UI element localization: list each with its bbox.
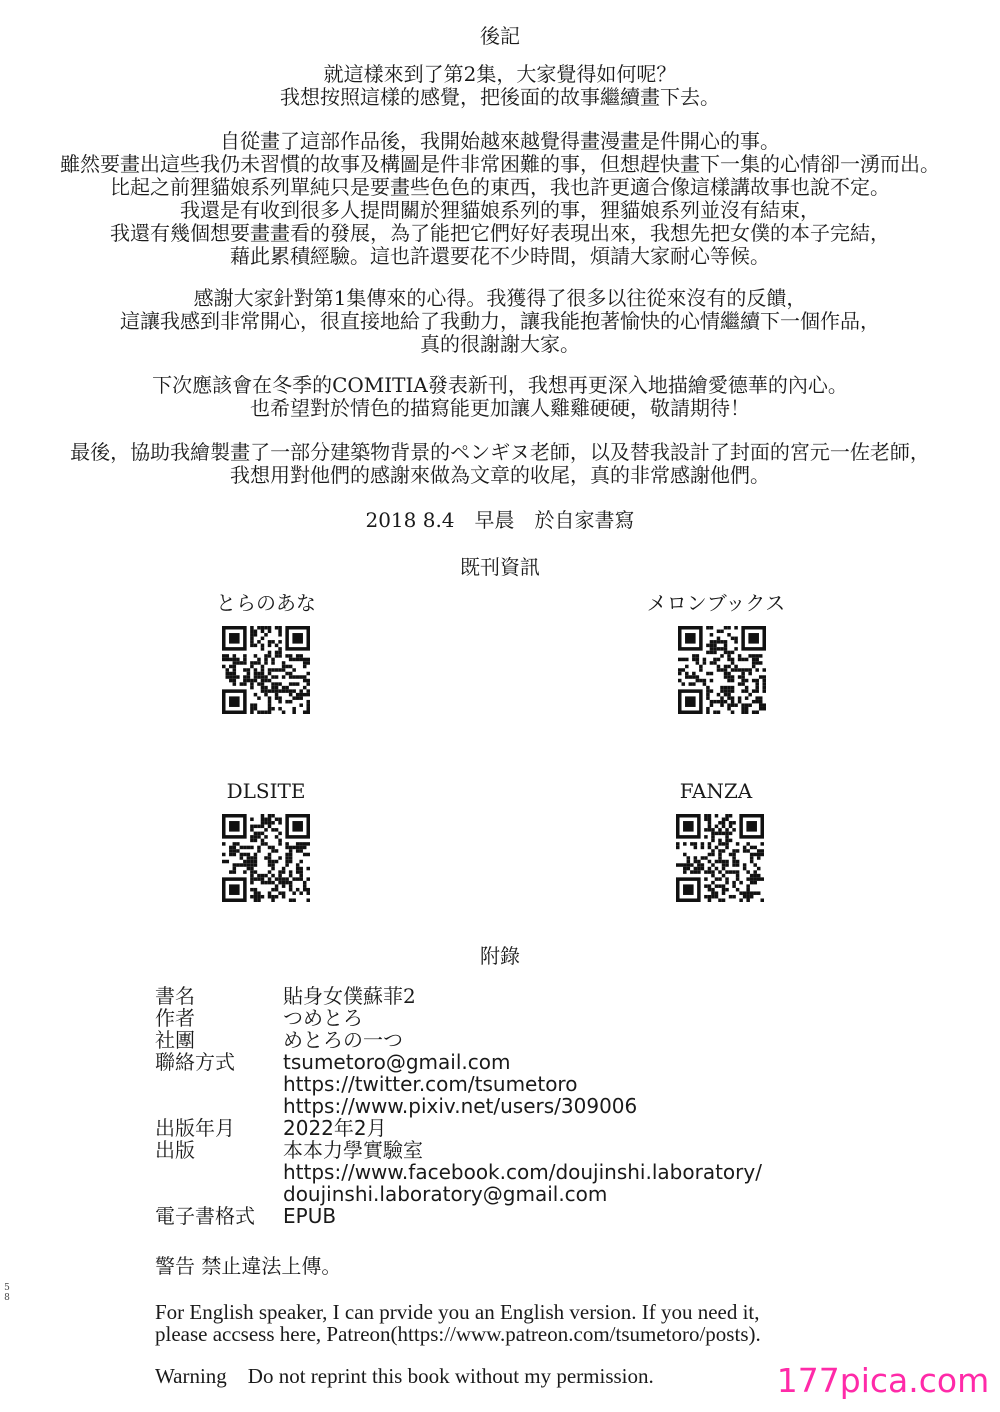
watermark: 177pica.com (766, 1350, 1000, 1412)
info-row-circle (155, 1029, 915, 1051)
english-note-line-2: please accsess here, Patreon(https://www.patreon.com/tsumetoro/posts). (155, 1322, 761, 1346)
afterword-paragraph-3 (0, 287, 1000, 356)
english-note-line-1: For English speaker, I can prvide you an English version. If you need it, (155, 1300, 760, 1324)
info-value: つめとろ (283, 1006, 363, 1030)
info-key: 書名 (155, 984, 195, 1008)
shop-label-dlsite: DLSITE (226, 779, 306, 803)
pixiv-link[interactable]: https://www.pixiv.net/users/309006 (283, 1094, 638, 1118)
shop-label-fanza: FANZA (679, 779, 753, 803)
info-value: 本本力學實驗室 (283, 1138, 423, 1162)
info-key: 出版年月 (155, 1116, 235, 1140)
shop-label-melonbooks: メロンブックス (646, 591, 786, 615)
text-line: 比起之前狸貓娘系列單純只是要畫些色色的東西，我也許更適合像這樣講故事也說不定。 (110, 175, 890, 199)
afterword-paragraph-5 (0, 441, 1000, 487)
text-line: 我還是有收到很多人提問關於狸貓娘系列的事，狸貓娘系列並沒有結束， (180, 198, 820, 222)
qr-code-fanza[interactable] (676, 814, 764, 902)
qr-code-melonbooks[interactable] (678, 626, 766, 714)
publisher-email-link[interactable]: doujinshi.laboratory@gmail.com (283, 1182, 608, 1206)
text-line: 就這樣來到了第2集，大家覺得如何呢？ (323, 62, 677, 86)
info-row-publisher-cont (155, 1161, 915, 1183)
info-value: EPUB (283, 1204, 337, 1228)
warning-english: Warning Do not reprint this book without my permission. (155, 1364, 654, 1388)
info-row-publish-date (155, 1117, 915, 1139)
appendix-title: 附錄 (480, 944, 520, 968)
text-line: 藉此累積經驗。這也許還要花不少時間，煩請大家耐心等候。 (230, 244, 770, 268)
page-number (2, 1283, 12, 1303)
qr-code-toranoana[interactable] (222, 626, 310, 714)
info-key: 電子書格式 (155, 1204, 255, 1228)
text-line: 我還有幾個想要畫畫看的發展，為了能把它們好好表現出來，我想先把女僕的本子完結， (110, 221, 890, 245)
appendix-info-table (155, 985, 915, 1227)
page-number-text: 58 (4, 1283, 10, 1303)
info-value: 貼身女僕蘇菲2 (283, 984, 416, 1008)
info-row-publisher (155, 1139, 915, 1161)
afterword-title: 後記 (480, 24, 520, 48)
text-line: 最後，協助我繪製畫了一部分建築物背景的ペンギヌ老師，以及替我設計了封面的宮元一佐老師， (70, 440, 930, 464)
shop-label-toranoana: とらのあな (216, 591, 316, 615)
text-line: 真的很謝謝大家。 (420, 332, 580, 356)
afterword-paragraph-2 (0, 130, 1000, 268)
info-row-contact-cont (155, 1073, 915, 1095)
text-line: 感謝大家針對第1集傳來的心得。我獲得了很多以往從來沒有的反饋， (193, 286, 807, 310)
info-row-contact (155, 1051, 915, 1073)
info-key: 聯絡方式 (155, 1050, 235, 1074)
text-line: 這讓我感到非常開心，很直接地給了我動力，讓我能抱著愉快的心情繼續下一個作品， (120, 309, 880, 333)
text-line: 也希望對於情色的描寫能更加讓人雞雞硬硬，敬請期待！ (250, 396, 750, 420)
qr-code-dlsite[interactable] (222, 814, 310, 902)
text-line: 雖然要畫出這些我仍未習慣的故事及構圖是件非常困難的事，但想趕快畫下一集的心情卻一湧而出。 (60, 152, 940, 176)
info-key: 出版 (155, 1138, 195, 1162)
afterword-paragraph-1 (0, 63, 1000, 109)
info-row-contact-cont (155, 1095, 915, 1117)
info-value: めとろの一つ (283, 1028, 403, 1052)
text-line: 我想按照這樣的感覺，把後面的故事繼續畫下去。 (280, 85, 720, 109)
info-row-publisher-cont (155, 1183, 915, 1205)
info-row-author (155, 1007, 915, 1029)
text-line: 下次應該會在冬季的COMITIA發表新刊，我想再更深入地描繪愛德華的內心。 (152, 373, 848, 397)
info-key: 社團 (155, 1028, 195, 1052)
twitter-link[interactable]: https://twitter.com/tsumetoro (283, 1072, 578, 1096)
info-value: 2022年2月 (283, 1116, 387, 1140)
published-info-title: 既刊資訊 (460, 555, 540, 579)
afterword-paragraph-4 (0, 374, 1000, 420)
contact-email-link[interactable]: tsumetoro@gmail.com (283, 1050, 511, 1074)
warning-chinese: 警告 禁止違法上傳。 (155, 1254, 342, 1278)
text-line: 自從畫了這部作品後，我開始越來越覺得畫漫畫是件開心的事。 (220, 129, 780, 153)
info-row-title (155, 985, 915, 1007)
facebook-link[interactable]: https://www.facebook.com/doujinshi.laboratory/ (283, 1160, 762, 1184)
text-line: 我想用對他們的感謝來做為文章的收尾，真的非常感謝他們。 (230, 463, 770, 487)
info-row-format (155, 1205, 915, 1227)
info-key: 作者 (155, 1006, 195, 1030)
afterword-date: 2018 8.4 早晨 於自家書寫 (365, 508, 635, 532)
